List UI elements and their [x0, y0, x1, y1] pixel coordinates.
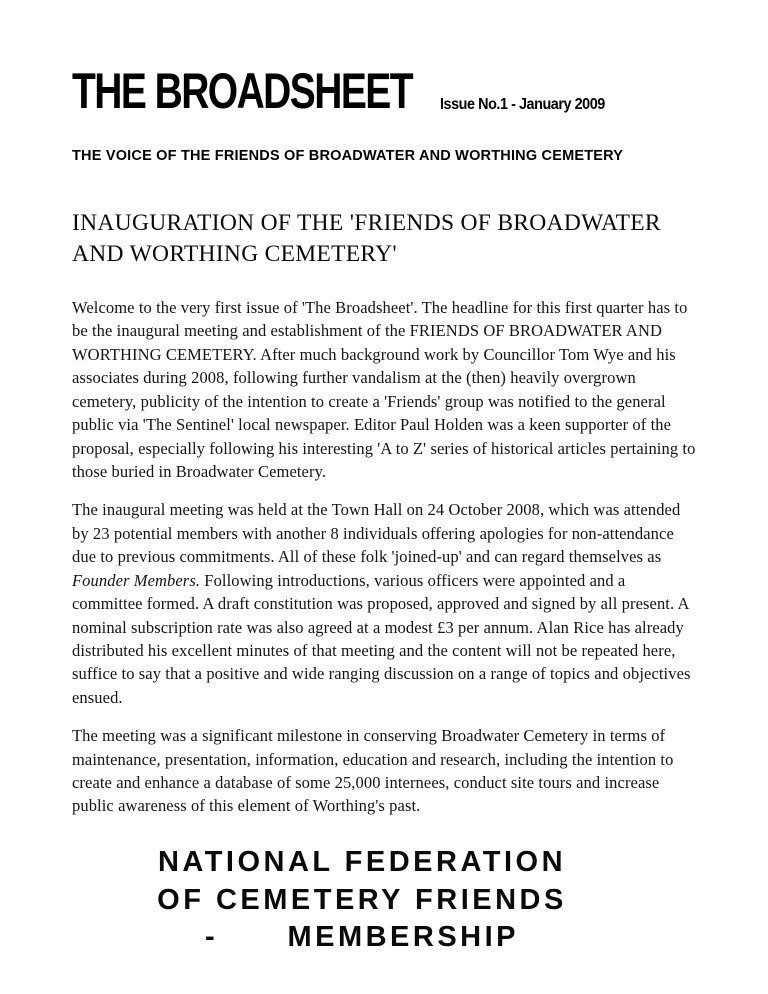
paragraph-1: Welcome to the very first issue of 'The Broadsheet'. The headline for this first quarter has to be the inaugural meeting and establishment of the FRIENDS OF BROADWATER AND WORTHING CEMETERY. After much background work by Councillor Tom Wye and his associates during 2008, following further vandalism at the (then) heavily overgrown cemetery, publicity of the intention to create a 'Friends' group was notified to the general public via 'The Sentinel' local newspaper. Editor Paul Holden was a keen supporter of the proposal, especially following his interesting 'A to Z' series of historical articles pertaining to those buried in Broadwater Cemetery.: [72, 298, 696, 481]
newsletter-tagline: THE VOICE OF THE FRIENDS OF BROADWATER AND WORTHING CEMETERY: [72, 148, 624, 164]
masthead: [72, 63, 698, 119]
paragraph-2: [72, 498, 698, 709]
founder-members-italic: Founder Members.: [72, 570, 201, 590]
issue-number: Issue No.1 - January 2009: [440, 96, 605, 113]
footer-heading-line-3: - MEMBERSHIP: [204, 921, 520, 954]
article-body: [72, 296, 698, 818]
footer-heading-line-1: NATIONAL FEDERATION: [157, 845, 567, 878]
footer-heading-line-2: OF CEMETERY FRIENDS: [157, 883, 567, 916]
paragraph-2-text-after: Following introductions, various officers were appointed and a committee formed. A draft constitution was proposed, approved and signed by all present. A nominal subscription rate was also agreed at a modest £3 per annum. Alan Rice has already distributed his excellent minutes of that meeting and the content will not be repeated here, suffice to say that a positive and wide ranging discussion on a range of topics and objectives ensued.: [72, 570, 691, 707]
paragraph-2-text-before: The inaugural meeting was held at the Town Hall on 24 October 2008, which was attended by 23 potential members with another 8 individuals offering apologies for non-attendance due to previous commitments. All of these folk 'joined-up' and can regard themselves as: [72, 500, 681, 567]
paragraph-3: The meeting was a significant milestone in conserving Broadwater Cemetery in terms of maintenance, presentation, information, education and research, including the intention to create and enhance a database of some 25,000 internees, conduct site tours and increase public awareness of this element of Worthing's past.: [72, 726, 674, 816]
newsletter-title: THE BROADSHEET: [72, 63, 413, 119]
article-heading: INAUGURATION OF THE 'FRIENDS OF BROADWATER AND WORTHING CEMETERY': [72, 210, 661, 268]
footer-heading: [77, 844, 647, 957]
